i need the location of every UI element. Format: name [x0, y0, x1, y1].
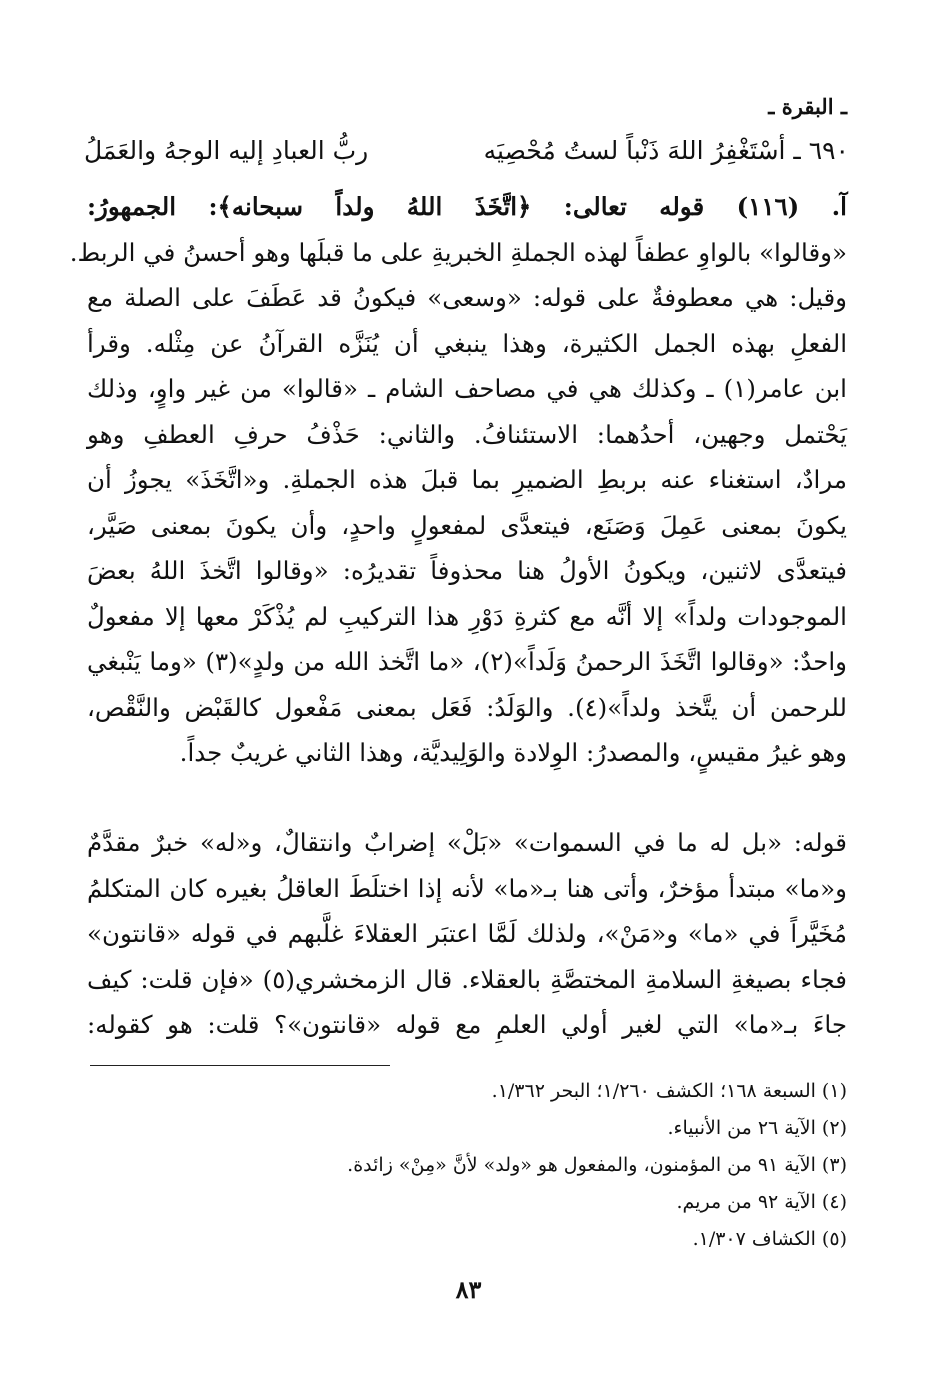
- text-line: قوله: «بل له ما في السموات» «بَلْ» إضرابٌ وانتقالٌ، و«له» خبرٌ مقدَّمٌ: [87, 828, 847, 857]
- text-line: وهو غيرُ مقيسٍ، والمصدرُ: الوِلادة والوَلِيديَّة، وهذا الثاني غريبٌ جداً.: [179, 738, 847, 767]
- verse-first-hemistich: ٦٩٠ ـ أسْتَغْفِرُ اللهَ ذَنْباً لستُ مُحْصِيَه: [483, 136, 849, 165]
- text-line: «وقالوا» بالواوِ عطفاً لهذه الجملةِ الخبريةِ على ما قبلَها وهو أحسنُ في الربط.: [69, 237, 847, 267]
- text-line: جاءَ بـ«ما» التي لغير أولي العلمِ مع قوله «قانتون»؟ قلت: هو كقوله:: [87, 1010, 847, 1039]
- text-line: الفعلِ بهذه الجمل الكثيرة، وهذا ينبغي أن يُنَزَّه القرآنُ عن مِثْله. وقرأ: [87, 328, 847, 358]
- page-number: ٨٣: [455, 1275, 482, 1304]
- footnote-item: (٢) الآية ٢٦ من الأنبياء.: [667, 1117, 847, 1139]
- footnote-item: (١) السبعة ١٦٨؛ الكشف ١/٢٦٠؛ البحر ١/٣٦٢.: [491, 1080, 847, 1102]
- footnotes: [77, 1073, 847, 1258]
- text-line: فيتعدَّى لاثنين، ويكونُ الأولُ هنا محذوفاً تقديرُه: «وقالوا اتَّخذَ اللهُ بعضَ: [87, 556, 847, 585]
- text-line: وقيل: هي معطوفةٌ على قوله: «وسعى» فيكونُ قد عَطَفَ على الصلة مع: [87, 283, 847, 312]
- poetry-verse: [84, 136, 849, 165]
- footnote-item: (٥) الكشاف ١/٣٠٧.: [692, 1228, 847, 1250]
- verse-second-hemistich: ربُّ العبادِ إليه الوجهُ والعَمَلُ: [84, 136, 369, 165]
- text-line: واحدٌ: «وقالوا اتَّخَذَ الرحمنُ وَلَداً»(٢)، «ما اتَّخذ الله من ولدٍ»(٣) «وما يَنْبغي: [87, 647, 848, 676]
- text-line: يكونَ بمعنى عَمِلَ وَصَنَع، فيتعدَّى لمفعولٍ واحدٍ، وأن يكونَ بمعنى صَيَّر،: [87, 510, 847, 540]
- verse-heading-line: آ. (١١٦) قوله تعالى: ﴿اتَّخَذَ اللهُ ولداً سبحانه﴾: الجمهورُ:: [87, 192, 847, 221]
- text-line: للرحمن أن يتَّخذ ولداً»(٤). والوَلَدُ: فَعَل بمعنى مَفْعول كالقَبْض والنَّقْص،: [87, 692, 847, 722]
- footnote-item: (٣) الآية ٩١ من المؤمنون، والمفعول هو «ولد» لأنَّ «مِنْ» زائدة.: [347, 1154, 847, 1176]
- footnote-divider: [90, 1065, 390, 1066]
- footnote-item: (٤) الآية ٩٢ من مريم.: [676, 1191, 847, 1213]
- text-line: يَحْتمل وجهين، أحدُهما: الاستئنافُ. والثاني: حَذْفُ حرفِ العطفِ وهو: [87, 419, 847, 449]
- text-line: مرادٌ، استغناء عنه بربطِ الضميرِ بما قبلَ هذه الجملةِ. و«اتَّخَذَ» يجوزُ أن: [87, 465, 847, 494]
- text-line: الموجودات ولداً» إلا أنَّه مع كثرةِ دَوْرِ هذا التركيبِ لم يُذْكَرْ معها إلا مفعولٌ: [87, 601, 847, 631]
- running-header: ـ البقرة ـ: [768, 94, 847, 119]
- text-line: فجاء بصيغةِ السلامةِ المختصَّةِ بالعقلاء. قال الزمخشري(٥) «فإن قلت: كيف: [87, 964, 847, 994]
- text-line: مُخَيَّراً في «ما» و«مَنْ»، ولذلك لَمَّا اعتبَر العقلاءَ غلَّبهم في قوله «قانتون»: [87, 919, 847, 948]
- text-line: و«ما» مبتدأ مؤخرٌ، وأتى هنا بـ«ما» لأنه إذا اختلَطَ العاقلُ بغيره كان المتكلمُ: [87, 873, 847, 903]
- commentary-paragraph-2: [87, 820, 847, 1048]
- text-line: ابن عامر(١) ـ وكذلك هي في مصاحف الشام ـ «قالوا» من غير واوٍ، وذلك: [87, 374, 847, 403]
- commentary-paragraph-1: [69, 184, 848, 776]
